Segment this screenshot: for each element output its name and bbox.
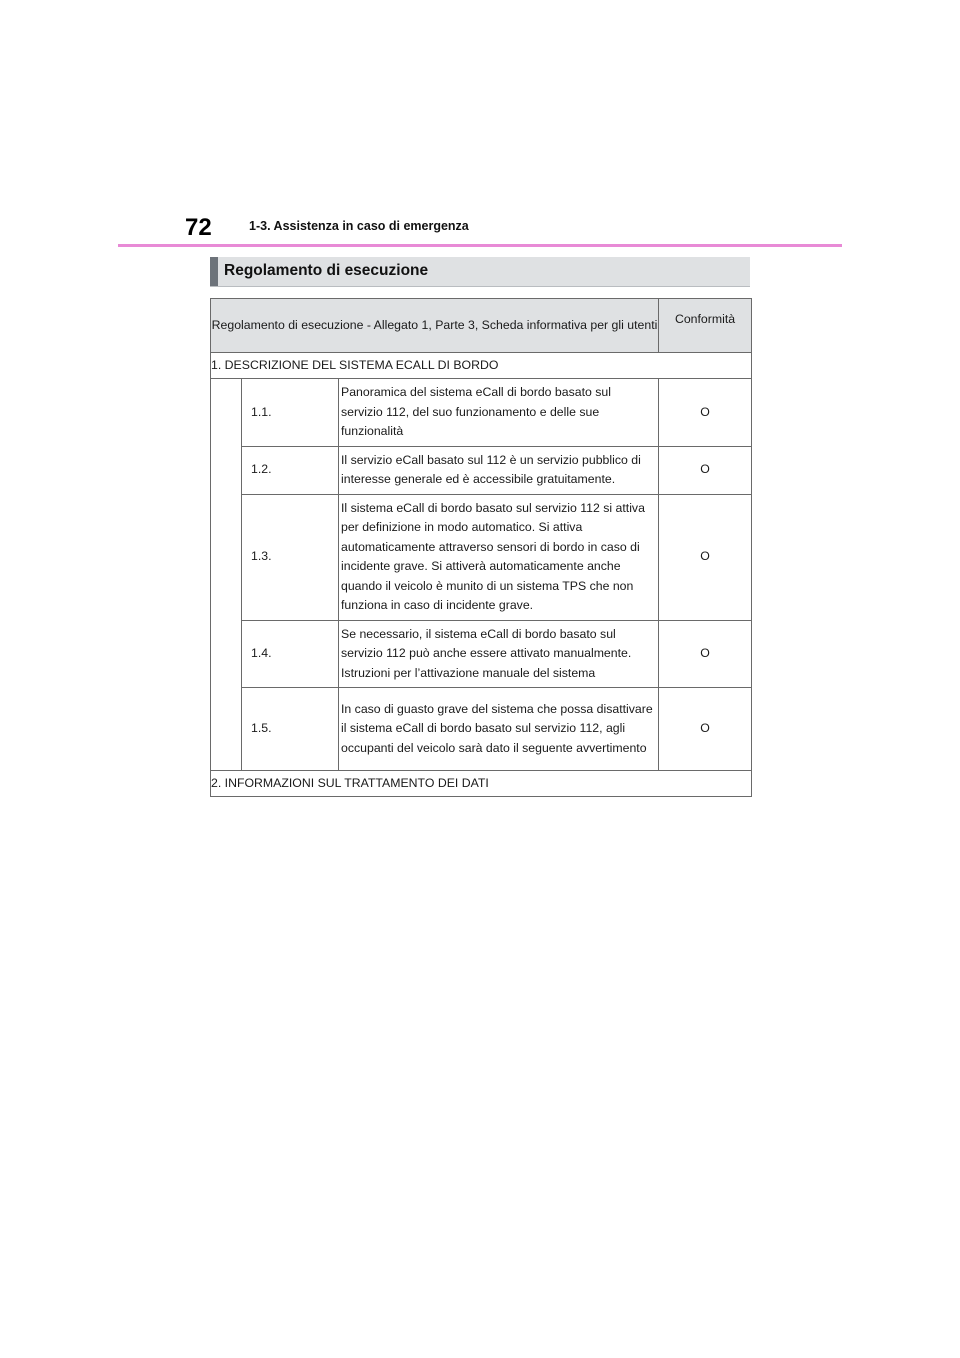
item-number: 1.2. [242,446,339,494]
table-header-row [211,299,752,353]
item-number: 1.4. [242,620,339,688]
page-number: 72 [185,214,212,241]
item-description: Il sistema eCall di bordo basato sul servizio 112 si attiva per definizione in modo automatico. Si attiva automaticamente attraverso sensori di bordo in caso di incidente grave. Si attiverà automaticamente anche quando il veicolo è munito di un sistema TPS che non funziona in caso di incidente grave. [339,494,659,620]
header-divider [118,244,842,247]
section-title: Regolamento di esecuzione [224,262,429,279]
table-header-conformity: Conformità [659,299,752,353]
table-row [211,620,752,688]
regulation-table [210,298,752,797]
table-row [211,494,752,620]
section-breadcrumb: 1-3. Assistenza in caso di emergenza [249,219,469,233]
conformity-mark: O [659,446,752,494]
section-1-title: 1. DESCRIZIONE DEL SISTEMA ECALL DI BORDO [211,353,752,379]
item-description: Il servizio eCall basato sul 112 è un servizio pubblico di interesse generale ed è accessibile gratuitamente. [339,446,659,494]
item-number: 1.5. [242,688,339,771]
table-row [211,688,752,771]
heading-accent-bar [210,257,218,286]
conformity-mark: O [659,494,752,620]
table-row [211,446,752,494]
section-2-title: 2. INFORMAZIONI SUL TRATTAMENTO DEI DATI [211,771,752,797]
item-number: 1.1. [242,379,339,447]
table-header-main: Regolamento di esecuzione - Allegato 1, Parte 3, Scheda informativa per gli utenti [211,299,659,353]
section-row-2 [211,771,752,797]
item-number: 1.3. [242,494,339,620]
section-heading [210,257,750,287]
table-row [211,379,752,447]
item-description: Panoramica del sistema eCall di bordo basato sul servizio 112, del suo funzionamento e delle sue funzionalità [339,379,659,447]
section-row-1 [211,353,752,379]
indent-cell [211,379,242,771]
item-description: Se necessario, il sistema eCall di bordo basato sul servizio 112 può anche essere attivato manualmente. Istruzioni per l’attivazione manuale del sistema [339,620,659,688]
item-description: In caso di guasto grave del sistema che possa disattivare il sistema eCall di bordo basato sul servizio 112, agli occupanti del veicolo sarà dato il seguente avvertimento [339,688,659,771]
conformity-mark: O [659,379,752,447]
conformity-mark: O [659,620,752,688]
conformity-mark: O [659,688,752,771]
